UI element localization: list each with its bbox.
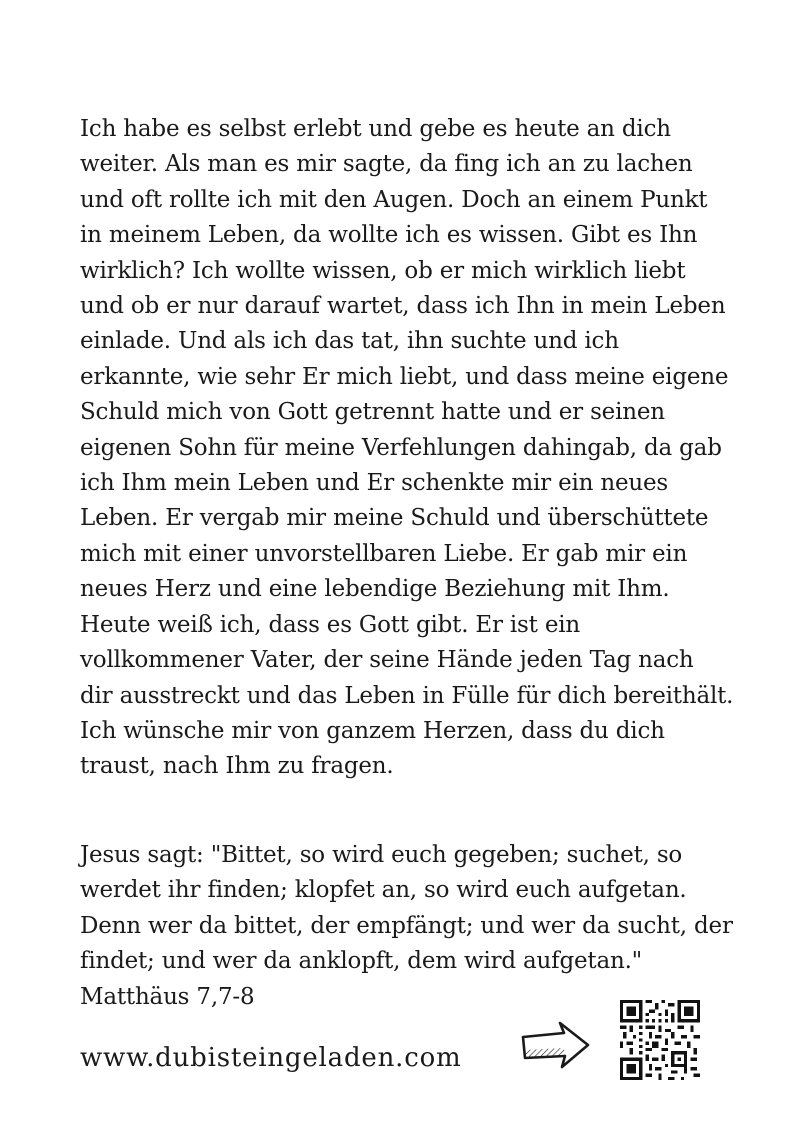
quote-line: findet; und wer da anklopft, dem wird aufgetan.": [80, 948, 643, 975]
testimony-line: Heute weiß ich, dass es Gott gibt. Er ist ein: [80, 611, 580, 638]
testimony-line: und oft rollte ich mit den Augen. Doch an einem Punkt: [80, 186, 708, 213]
testimony-line: wirklich? Ich wollte wissen, ob er mich wirklich liebt: [80, 257, 686, 284]
testimony-line: einlade. Und als ich das tat, ihn suchte und ich: [80, 328, 619, 355]
right-arrow-icon: [520, 1020, 592, 1070]
testimony-line: erkannte, wie sehr Er mich liebt, und dass meine eigene: [80, 363, 729, 390]
testimony-paragraph: [80, 112, 740, 785]
quote-line: Denn wer da bittet, der empfängt; und wer da sucht, der: [80, 912, 733, 939]
testimony-line: Ich habe es selbst erlebt und gebe es heute an dich: [80, 116, 671, 142]
website-link[interactable]: www.dubisteingeladen.com: [80, 1043, 462, 1073]
testimony-line: mich mit einer unvorstellbaren Liebe. Er gab mir ein: [80, 540, 688, 567]
testimony-line: Schuld mich von Gott getrennt hatte und er seinen: [80, 399, 665, 426]
testimony-line: traust, nach Ihm zu fragen.: [80, 753, 394, 780]
testimony-line: vollkommener Vater, der seine Hände jeden Tag nach: [80, 647, 694, 674]
testimony-line: eigenen Sohn für meine Verfehlungen dahingab, da gab: [80, 434, 722, 461]
testimony-line: Leben. Er vergab mir meine Schuld und überschüttete: [80, 505, 709, 532]
testimony-line: neues Herz und eine lebendige Beziehung mit Ihm.: [80, 576, 670, 603]
bible-quote: [80, 838, 740, 1015]
testimony-line: dir ausstreckt und das Leben in Fülle für dich bereithält.: [80, 682, 734, 709]
quote-reference: Matthäus 7,7-8: [80, 983, 255, 1010]
quote-line: Jesus sagt: "Bittet, so wird euch gegeben; suchet, so: [80, 842, 683, 868]
testimony-line: weiter. Als man es mir sagte, da fing ich an zu lachen: [80, 151, 693, 178]
testimony-line: ich Ihm mein Leben und Er schenkte mir ein neues: [80, 470, 669, 497]
qr-code-icon[interactable]: [620, 1000, 700, 1080]
quote-line: werdet ihr finden; klopfet an, so wird euch aufgetan.: [80, 877, 687, 904]
testimony-line: und ob er nur darauf wartet, dass ich Ihn in mein Leben: [80, 293, 726, 320]
testimony-line: in meinem Leben, da wollte ich es wissen. Gibt es Ihn: [80, 222, 698, 249]
testimony-line: Ich wünsche mir von ganzem Herzen, dass du dich: [80, 717, 665, 744]
